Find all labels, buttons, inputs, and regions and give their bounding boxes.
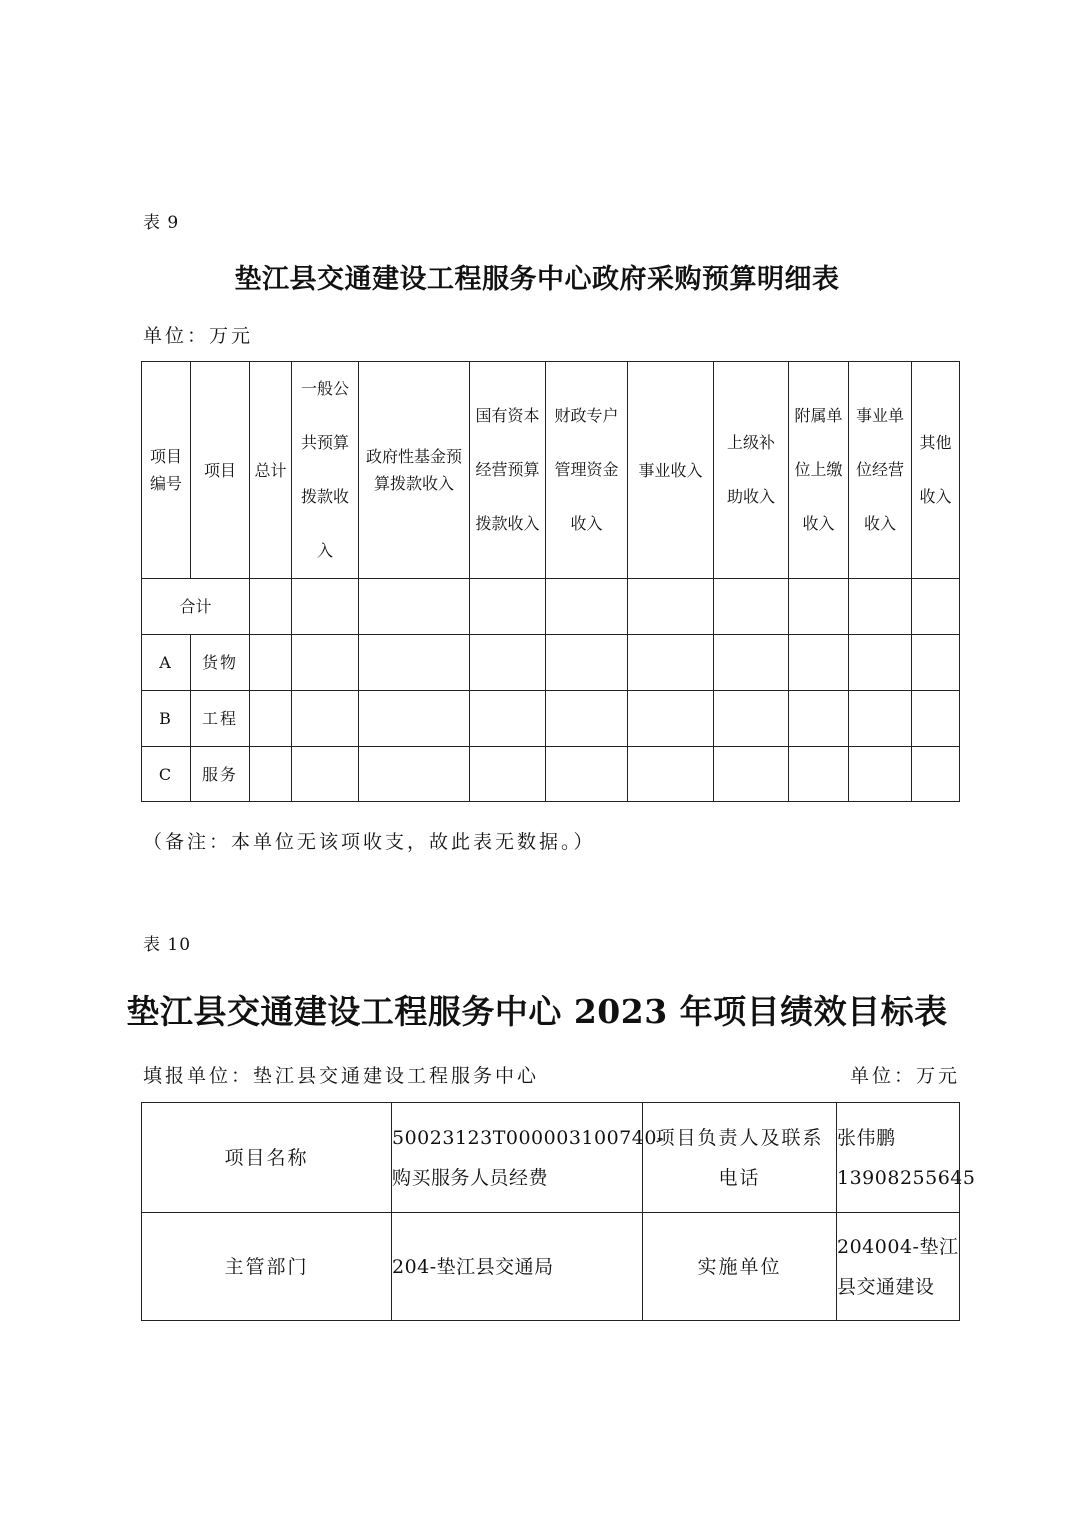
header-business: 事业收入 — [628, 362, 714, 579]
table9-note: （备注：本单位无该项收支，故此表无数据。） — [143, 831, 596, 853]
header-total: 总计 — [250, 362, 292, 579]
procurement-budget-table — [141, 361, 960, 802]
header-general-budget: 一般公共预算拨款收入 — [292, 362, 359, 579]
table-row — [142, 747, 960, 802]
performance-target-table — [141, 1102, 976, 1321]
table-row — [142, 1103, 960, 1213]
row-item: 工程 — [191, 691, 250, 747]
header-superior-subsidy: 上级补助收入 — [714, 362, 789, 579]
project-name-value: 50023123T000003100740- 购买服务人员经费 — [392, 1103, 643, 1213]
header-affiliated: 附属单位上缴收入 — [789, 362, 849, 579]
table-row — [142, 691, 960, 747]
dept-label: 主管部门 — [142, 1213, 392, 1321]
table9-total-row — [142, 579, 960, 635]
table-row — [142, 1213, 960, 1321]
impl-value: 204004-垫江 县交通建设 — [837, 1213, 960, 1321]
header-operating: 事业单位经营收入 — [849, 362, 912, 579]
header-item: 项目 — [191, 362, 250, 579]
table9-title: 垫江县交通建设工程服务中心政府采购预算明细表 — [234, 264, 840, 295]
contact-label: 项目负责人及联系 电话 — [643, 1103, 837, 1213]
header-state-capital: 国有资本经营预算拨款收入 — [470, 362, 546, 579]
total-row-label: 合计 — [142, 579, 250, 635]
impl-label: 实施单位 — [643, 1213, 837, 1321]
table9-label: 表 9 — [143, 213, 180, 233]
table9-header-row — [142, 362, 960, 579]
table-row — [142, 635, 960, 691]
project-name-label: 项目名称 — [142, 1103, 392, 1213]
table10-unit: 单位：万元 — [850, 1065, 961, 1087]
row-code: A — [142, 635, 191, 691]
table10-title: 垫江县交通建设工程服务中心 2023 年项目绩效目标表 — [126, 992, 948, 1031]
row-item: 货物 — [191, 635, 250, 691]
table10-filler: 填报单位：垫江县交通建设工程服务中心 — [143, 1065, 540, 1087]
contact-value: 张伟鹏 13908255645 — [837, 1103, 960, 1213]
table9-unit: 单位：万元 — [143, 325, 254, 347]
header-gov-fund: 政府性基金预算拨款收入 — [359, 362, 470, 579]
row-item: 服务 — [191, 747, 250, 802]
dept-value: 204-垫江县交通局 — [392, 1213, 643, 1321]
header-fiscal-special: 财政专户管理资金收入 — [546, 362, 628, 579]
row-code: B — [142, 691, 191, 747]
header-other: 其他收入 — [912, 362, 960, 579]
row-code: C — [142, 747, 191, 802]
table10-label: 表 10 — [143, 935, 192, 955]
header-code: 项目编号 — [142, 362, 191, 579]
